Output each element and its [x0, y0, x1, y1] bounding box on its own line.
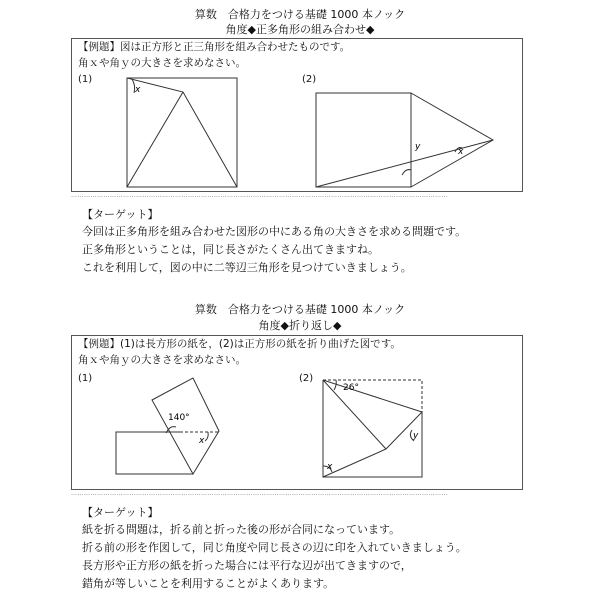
- section1-target-line: 正多角形ということは，同じ長さがたくさん出てきますね。: [82, 243, 379, 256]
- square-solid-edges: [323, 380, 422, 477]
- section2-subtitle: 角度◆折り返し◆: [258, 319, 342, 332]
- fig2-angle-y-label: y: [413, 431, 419, 441]
- dotted-divider: …………………………………………………………………………………………………………………………………………………………: [71, 490, 448, 497]
- section2-fig1-number: (1): [78, 373, 93, 384]
- fold-edge-upper: [323, 380, 422, 449]
- section2-example-line2: 角ｘや角ｙの大きさを求めなさい。: [78, 354, 246, 366]
- section1-target-heading: 【ターゲット】: [82, 208, 159, 221]
- angle-arc-26: [334, 380, 336, 390]
- section2-target-line: 長方形や正方形の紙を折った場合には平行な辺が出てきますので，: [82, 559, 412, 572]
- section1-example-line2: 角ｘや角ｙの大きさを求めなさい。: [78, 57, 246, 69]
- fig1-angle-x-label: x: [199, 436, 205, 446]
- section2-target-line: 折る前の形を作図して，同じ角度や同じ長さの辺に印を入れていきましょう。: [82, 541, 467, 554]
- fig2-angle-y-label: y: [415, 142, 421, 152]
- section1-fig1-number: (1): [78, 74, 93, 85]
- section2-target-line: 錯角が等しいことを利用することがよくあります。: [82, 577, 335, 590]
- fig2-angle-x-label: x: [458, 147, 464, 157]
- angle-140-label: 140°: [168, 413, 190, 423]
- fig2-angle-x-label: x: [327, 462, 333, 472]
- fold-edge-lower: [323, 449, 386, 477]
- angle-26-label: 26°: [343, 383, 359, 393]
- section1-example-line1: 【例題】図は正方形と正三角形を組み合わせたものです。: [78, 41, 351, 53]
- section1-fig2-number: (2): [302, 74, 317, 85]
- fig1-angle-x-label: x: [135, 85, 141, 95]
- section1-target-line: これを利用して，図の中に二等辺三角形を見つけていきましょう。: [82, 261, 412, 274]
- section2-title: 算数 合格力をつける基礎 1000 本ノック: [194, 303, 406, 316]
- section2-fig2-number: (2): [299, 373, 314, 384]
- section2-target-line: 紙を折る問題は，折る前と折った後の形が合同になっています。: [82, 523, 401, 536]
- section1-subtitle: 角度◆正多角形の組み合わせ◆: [225, 23, 375, 36]
- section2-target-heading: 【ターゲット】: [82, 506, 159, 519]
- section2-example-line1: 【例題】(1)は長方形の紙を，(2)は正方形の紙を折り曲げた図です。: [78, 338, 401, 350]
- section1-target-line: 今回は正多角形を組み合わせた図形の中にある角の大きさを求める問題です。: [82, 225, 467, 238]
- section1-title: 算数 合格力をつける基礎 1000 本ノック: [194, 8, 406, 21]
- dotted-divider: …………………………………………………………………………………………………………………………………………………………: [71, 192, 448, 199]
